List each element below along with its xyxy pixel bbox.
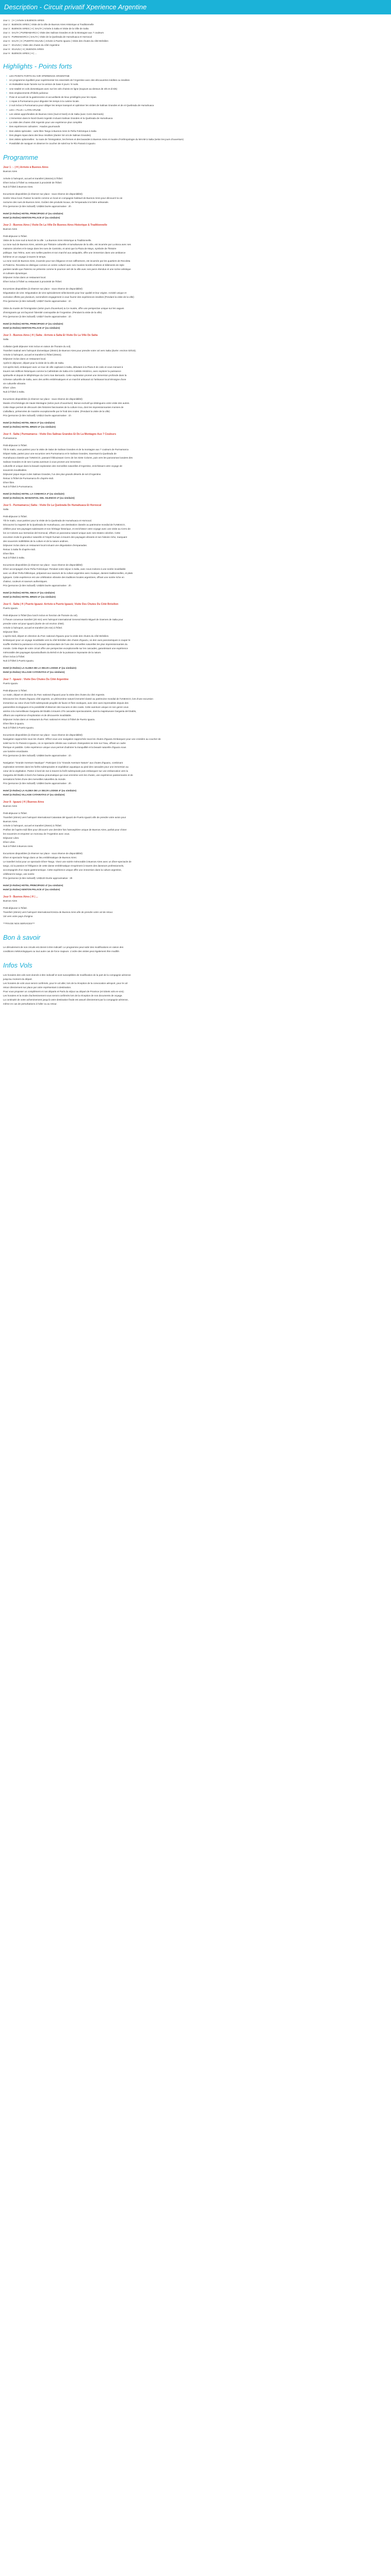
day-line: Llullaillaco, préservées de manière exceptionnelle par le froid des Andes. (Pendant la visite de la ville) xyxy=(3,410,110,413)
day-title: Jour 5 - Purmamarca | Salta : Visite De La Quebrada De Humahuaca Et Hornocal xyxy=(3,504,102,507)
day-line: politique. San Telmo, avec ses ruelles pavées et son marché aux antiquités, offre une immersion dans une ambiance xyxy=(3,251,126,255)
day-line: ***FIN DE NOS SERVICES*** xyxy=(3,922,35,925)
day-line: Dîner: Libre. xyxy=(3,386,17,389)
hotel-line: Hotel (4 étoiles) KENTON PALACE 4* (ou similaire) xyxy=(3,888,60,891)
day-line: Prix (personne (à titre indicatif): US$55 Durée approximative : 2h xyxy=(3,205,71,208)
day-title: Jour 9 - Buenos Aires | H | ... xyxy=(3,895,38,899)
day-line: féerique et paisible. Cette expérience unique vous permet d'admirer la tranquillité et la beauté naturelle d'Iguazu sous xyxy=(3,746,126,749)
day-location: Salta xyxy=(3,338,9,341)
day-line: sensations fortes d'une des merveilles naturelles du monde. xyxy=(3,778,66,781)
day-line: Arrivée à l'aéroport, accueil et transfert (25 min) à l'hôtel. xyxy=(3,626,63,630)
infos-vols-title: Infos Vols xyxy=(3,961,32,970)
hotel-line: Hotel (4 étoiles) HOTEL BRIZO 4* (ou similaire) xyxy=(3,426,56,429)
day-line: immersive au cœur d'une forêt subtropicale peuplée de faune et flore exotiques, avec des vues imprenables depuis des xyxy=(3,702,128,705)
highlight-item: • Des expériences culinaires : Asados gourmands xyxy=(9,125,388,129)
day-line: Nuit à l'hôtel à Puerto Iguazu. xyxy=(3,659,35,663)
day-line: Profitez de l'après-midi libre pour découvrir une dernière fois l'atmosphère unique de Buenos Aires, parfait pour chiner xyxy=(3,828,127,832)
day-line: Après le déjeuner, départ pour la visite de la ville de Salta. xyxy=(3,362,64,365)
day-line: culturelle et unique dans la beauté exploration des merveilles naturelles d'Argentine, enrichissant votre voyage de xyxy=(3,465,122,468)
day-line: Buenos Aires. xyxy=(3,820,18,823)
info-line: Les horaires de vols vous seront confirmés, pour le vol aller, lors de la réception de la convocation aéroport, pour le vol xyxy=(3,982,128,985)
day-line: Cet après-midi, embarquez avec un tour de ville captivant à Salta, débutant à la Plaza 9 de Julio et vous menant à xyxy=(3,366,123,369)
day-line: Navigation "Grande Aventure Nautique": Participez à la "Grande Aventure Nature" aux chutes d'Iguazu, combinant xyxy=(3,761,123,765)
highlight-item: • 1 repas à Purmamarca pour déguster les temps à la cuisine locale. xyxy=(9,99,388,104)
infos-vols-text xyxy=(0,973,391,1006)
day-line: exploration terrestre dans les forêts subtropicales et expédition aquatique au pied des cascades pour une immersion au xyxy=(3,766,129,769)
day-line: Musée d'Archéologie de Haute Montagne (selon jours d'ouverture): Bonus exclusif qui distinguera votre visite des autres. xyxy=(3,402,130,405)
day-location: Buenos Aires xyxy=(3,228,18,231)
highlight-item: • Des plages repas dans des lieux insolites (Zanter Sé ont de Salinas Grandes) xyxy=(9,133,388,138)
day-line: Nuit à l'hôtel à Puerto Iguazu. xyxy=(3,726,35,730)
bon-a-savoir-title: Bon à savoir xyxy=(3,934,41,942)
highlight-item: • et réalisables toute l'année sur la version de base 9 jours / 8 nuits. xyxy=(9,82,388,87)
day-title: Jour 2 - Buenos Aires | Visite De La Ville De Buenos Aires Historique & Traditionnelle xyxy=(3,224,107,227)
day-line: Nuit à l'hôtel à Salta. xyxy=(3,556,25,560)
day-line: Tôt le matin, vous partirez pour la visite de Salar de Salinas Grandes et de la montagne aux 7 couleurs de Purmamarca xyxy=(3,448,129,451)
bon-a-savoir-text xyxy=(0,945,391,954)
day-line: Prix (personne (à titre indicatif): US$25 Durée approximative : 2h xyxy=(3,584,71,587)
page xyxy=(0,0,391,1006)
hotel-line: Hotel (3 étoiles) LA ALDEA DE LA SELVA LODGE 4* (ou similaire) xyxy=(3,789,76,792)
day-line: Départ Salta, partez pour une excursion vers Purmamarca et le Salinas Grandes, traversant la Quebrada de xyxy=(3,452,117,455)
info-line: Le déroulement de nos circuits est donné à titre indicatif. Le programme peut subir des modifications en raison des xyxy=(3,946,124,949)
day-line: Vol vers votre pays d'origine. xyxy=(3,915,34,918)
highlight-item: • L'immersion dans le Nord-Ouest Argentin incluant Salinas Grandes et la Quebrada de Humahuaca xyxy=(9,116,388,121)
hotel-line: Hotel (3 étoiles) HOTEL PRINCIPADO 4* (ou similaire) xyxy=(3,884,63,887)
day-line: avec un dîner Peña folklorique, préparant aux saveurs de la culture argentine avec musique, danses traditionnelles, et plats xyxy=(3,572,133,575)
day-line: les souvenirs et emporter un morceau de l'Argentine avec vous. xyxy=(3,833,70,836)
day-line: Découvrez la majesté de la Quebrada de Humahuaca, une destination classée au patrimoine mondial de l'UNESCO, xyxy=(3,523,126,527)
day-line: La zone nord de Buenos Aires, incarnée pour son élégance et son raffinement, est incarnée par les quartiers de Recoleta xyxy=(3,260,131,263)
hotel-line: Hotel (4 étoiles) KENTON PALACE 4* (ou similaire) xyxy=(3,216,60,219)
day-line: Transfert matinal vers l'aéroport domestique (25min) de Buenos Aires pour prendre votre vol vers Salta (durée: environ 02h15). xyxy=(3,349,137,352)
hotel-line: Hotel (3 étoiles) HOTEL LA COMARCA 4* (ou similaire) xyxy=(3,493,64,496)
programme-title: Programme xyxy=(3,154,38,162)
highlight-item: • Des emplacements d'hôtels judicieux xyxy=(9,91,388,95)
day-line: Petit-déjeuner à l'hôtel. xyxy=(3,235,27,238)
hotel-line: Hotel (3 étoiles) HOTEL INKAI 3* (ou similaire) xyxy=(3,591,55,595)
day-location: Buenos Aires xyxy=(3,805,18,808)
highlight-item: • 2 nuit inclus à Purmamarca pour obliger les temps transport et optimiser les visites de Salinas Grandes et de et Quebrada de Humahuaca xyxy=(9,104,388,108)
highlight-item: • Pose et accueil de la gastronomie et accueillants de lieux privilégiés pour les repas. xyxy=(9,95,388,99)
day-line: Collation (petit déjeuner mini inclus en raison de l'horaire du vol). xyxy=(3,345,71,348)
day-line: À l'heure convenue transfert (20 min) vers l'aéroport International General Martín Miguel de Güemes de Salta pour xyxy=(3,618,123,621)
day-block xyxy=(3,602,388,674)
day-line: d'immigrants qui ont façonné l'identité cosmopolite de l'Argentine. (Pendant la visite de la ville) xyxy=(3,311,102,314)
highlight-item: • Possibilité de naviguer et observer le coucher de soleil sur le Río Paraná à Iguazu xyxy=(9,142,388,146)
day-block xyxy=(3,165,388,220)
itinerary-summary xyxy=(0,19,391,56)
day-line: Le transfert inclut pour un spectacle Dîner-Tango. Vivez une soirée mémorable à Buenos Aires avec un dîner-spectacle de xyxy=(3,860,132,863)
day-line: des souvenirs indélébiles de la culture et de la nature andines. xyxy=(3,540,69,543)
day-block xyxy=(3,800,388,892)
day-line: Déjeuner inclus dans un restaurant local. xyxy=(3,358,46,361)
info-line: jusqu'au moment du départ. xyxy=(3,978,32,981)
day-block xyxy=(3,895,388,926)
day-line: richesse culturelle de Salta, avec des arrêts emblématiques et un marché artisanal où l'artisanat local témoigne d'une xyxy=(3,378,126,381)
day-line: Dîner libre à Iguazu. xyxy=(3,722,25,725)
day-line: Arrivée à l'aéroport, accueil et transfert (45mins) à l'hôtel. xyxy=(3,177,63,180)
day-line: Déjeuner inclus dans un restaurant du Parc national et retour à l'hôtel de Puerto Iguazu. xyxy=(3,718,95,721)
day-line: Embarquez pour un voyage inoubliable vers la côté brésilien des chutes d'Iguazu, où des vues panoramiques à couper le xyxy=(3,639,131,642)
day-line: amène à la merveilleuse Garganta del Diablo à travers 275 cascades spectaculaires, dont la majestueuse Garganta del Diablo, xyxy=(3,710,137,713)
day-line: et Palermo. Recoleta se distingue comme un centre culturel avec ses musées bordés d'arbres et bâtiments de style xyxy=(3,264,124,267)
day-block xyxy=(3,333,388,429)
day-line: tango, où la passion et l'élégance de cette danse emblématique s'expriment à travers des danseurs professionnels, xyxy=(3,865,124,868)
summary-line: Jour 8 : IGUAZU | H | BUENOS AIRES xyxy=(3,48,44,50)
day-line: Dîner inclus à l'hôtel ou restaurant à proximité de l'hôtel. xyxy=(3,280,62,283)
day-line: Excursions disponibles (à réserver sur place - sous réserve de disponibilité): xyxy=(3,734,83,737)
day-line: Arrivée à l'aéroport, accueil et transfert à l'hôtel (30min). xyxy=(3,353,62,357)
hotel-line: Hotel (4 étoiles) EL MANANTIAL DEL SILENCIO 4* (ou similaire) xyxy=(3,497,75,500)
day-line: Transfert (45min) vers l'aéroport International Ezeiza de Buenos Aires afin de prendre votre vol de retour. xyxy=(3,911,113,914)
day-line: vie culturelle vibrante. xyxy=(3,382,26,385)
day-line: Dîner libre. xyxy=(3,481,15,484)
day-line: Dîner inclus à l'hôtel ou restaurant à proximité de l'hôtel. xyxy=(3,181,62,184)
day-line: souffle révèlent la puissance et la beauté spectaculaire de l'une des merveilles naturelles les plus impressionnantes du xyxy=(3,643,128,646)
day-block xyxy=(3,223,388,330)
highlight-item: • Les visites approfondies de Buenos Aires (Sud et Nord) et de Salta (avec Cerro Bermedo) xyxy=(9,112,388,116)
hotel-line: Hotel (3 étoiles) HOTEL PRINCIPADO 4* (ou similaire) xyxy=(3,323,63,326)
day-line: Excursions disponibles (à réserver sur place - sous réserve de disponibilité): xyxy=(3,193,83,196)
day-line: Dégustation de vins: Dégustation de vins spécialement sélectionnés pour leur qualité et leur origine. Activité unique et xyxy=(3,292,127,295)
day-line: Garganta del Diablo à bord d'un bateau pneumatique qui vous emmène vers les chutes, une expérience passionnante et de xyxy=(3,774,133,777)
day-line: Humahuaca classée par l'UNESCO, passant l'éblouissant Cerro de los Siete Colores, puis vers les panoramas lunaires des xyxy=(3,456,133,460)
summary-line: Jour 5 : PURMAMARCA | SALTA | Visite de la Quebrada de Humahuaca et Hornocal xyxy=(3,36,92,38)
day-line: Nuit à l'hôtel à Buenos Aires. xyxy=(3,185,34,189)
day-line: maisons colorées et le tango dans les rues de Caminito, et ainsi que la Plaza de Mayo, symbole de l'histoire xyxy=(3,247,117,250)
day-line: Dîner Libre. xyxy=(3,841,16,844)
day-line: Tôt le matin, vous partirez pour la Visite de la Quebrada de Humahuaca et Hornocal. xyxy=(3,519,92,522)
day-line: Salinas Grandes et de ses Cuesta aventure à vous promet une immersion xyxy=(3,461,81,464)
day-block xyxy=(3,677,388,797)
day-location: Puerto Iguazu xyxy=(3,682,18,685)
day-line: offrant une expérience d'exploration et de découverte inoubliable. xyxy=(3,714,72,717)
day-line: Déjeuner libre. xyxy=(3,631,19,634)
day-line: Dîner inclus à l'hôtel. xyxy=(3,655,25,658)
day-line: Petit-déjeuner à l'hôtel (box lunch inclus en fonction de l'horaire du vol). xyxy=(3,614,78,617)
day-line: Prix (personne (à titre indicatif): US$37 Durée approximative : 1h xyxy=(3,300,71,303)
day-line: Petit-déjeuner à l'hôtel. xyxy=(3,444,27,447)
day-line: parisien tandis que Palermo se présente comme le poumon vert de la ville avec ses parcs étendus et une scène artistique xyxy=(3,268,131,271)
day-line: Navigation rapprochée sous les chutes: Offrez-vous une navigation rapprochée sous les chutes d'Iguazu Embarquez pour une croisière au coucher de xyxy=(3,738,161,741)
day-line: Déjeuner Libre. xyxy=(3,837,20,840)
day-line: los 14 Colores aux Serranías del Hornocal, offrant un panorama naturel unique avec ses strates colorées. Cette xyxy=(3,532,121,535)
day-line: Dîner et spectacle Tango dans un lieu emblématique de Buenos Aires: xyxy=(3,856,77,859)
highlight-item: • LES POINTS FORTS DU GIR XPERIENCE ARGENTINE xyxy=(9,74,388,78)
highlights-title: Highlights - Points forts xyxy=(3,62,72,70)
day-block xyxy=(3,432,388,500)
day-line: travers ses édifices historiques comme la Cathédrale de Salta et le Cabildo Histórico, avec explorer la puissance xyxy=(3,370,121,373)
day-title: Jour 7 - Iguazú : Visite Des Chutes Du Côté Argentine xyxy=(3,678,69,682)
day-line: soleil sur le río Paraná à Iguazu, où ce spectacle céleste aux couleurs chatoyantes se mire sur l'eau, offrant un cadre xyxy=(3,742,126,745)
day-line: spirituelle et depuis le téléphérique du Cerro San Bernardo. Cette exploration promet une immersion profonde dans la xyxy=(3,374,127,377)
highlight-item: • Des visites spéciales : carte libre Tango à Buenos Aires le Peña Folclorique à Salta xyxy=(9,129,388,133)
summary-line: Jour 9 : BUENOS AIRES | H | ... xyxy=(3,52,37,55)
summary-line: Jour 6 : SALTA | H | PUERTO IGUAZU | Arrivée à Puerto Iguazu | Visite des chutes du côté Brésilien xyxy=(3,40,109,42)
day-line: Petit-déjeuner à l'hôtel. xyxy=(3,515,27,518)
day-line: La zone sud de Buenos Aires, animée par l'histoire culturelle et tumultueuse de la ville, est incarnée par La Boca avec ses xyxy=(3,243,131,246)
day-line: monde. Cette étape de votre circuit offre une perspective exceptionnelle sur les cascades, garantissant une expérience xyxy=(3,647,128,650)
day-line: Petit-déjeuner à l'hôtel. xyxy=(3,689,27,692)
highlights-list xyxy=(0,74,391,146)
day-title: Jour 1 : - | H | Arrivée à Buenos Aires xyxy=(3,166,48,170)
info-line: Les horaires et la mode d'acheminement vous seront confirmés lors de la réception de nos documents de voyage. xyxy=(3,994,123,997)
day-line: Découvrez les chutes d'Iguazu côté argentin, un phénomène naturel immortel classé au patrimoine mondial de l'UNESCO, lors d'une excursion xyxy=(3,698,153,701)
page-title: Description - Circuit privatif Xperience Argentine xyxy=(0,0,391,14)
day-title: Jour 3 - Buenos Aires | H | Salta : Arrivée à Salta Et Visite De La Ville De Salta xyxy=(3,334,98,337)
day-title: Jour 4 - Salta | Purmamarca : Visite Des Salinas Grandes Et De La Montagne Aux 7 Couleurs xyxy=(3,433,116,436)
day-line: Retour à l'hôtel de Purmamarca fin d'après-midi. xyxy=(3,477,54,480)
day-line: Prix (personne (à titre indicatif): US$27 Durée approximative : 1h xyxy=(3,315,71,318)
info-line: Pour vous proposer un complément et nos départs et Paris du séjour au départ de Province (et tickets vols en-ons). xyxy=(3,990,124,993)
day-line: Déjeuner inclus dans un restaurant local. xyxy=(3,276,46,279)
hotel-line: Hotel (3 étoiles) LA ALDEA DE LA SELVA LODGE 4* (ou similaire) xyxy=(3,667,76,670)
highlight-item: • Un programme équilibré pour expérimenter les essentiels de l'Argentine avec des découvertes inédites ou insolites xyxy=(9,78,388,82)
day-line: une lumière envoûtante. xyxy=(3,750,29,753)
day-line: Excursions disponibles (à réserver sur place - sous réserve de disponibilité): xyxy=(3,398,83,401)
day-block xyxy=(3,503,388,599)
highlight-item: • Des visites optionnelles : la route de l'immigration, les fermes et des lavandes à Buenos Aires et musée d'Anthropologie du MAAM à Salta (selon les jours d'ouverture) xyxy=(9,138,388,142)
day-line: Dîner libre. xyxy=(3,552,15,555)
highlight-item: • LES « PLUS » LATIN APLINE xyxy=(9,108,388,112)
summary-line: Jour 7 : IGUAZU | Visite des chutes du côté Argentine xyxy=(3,44,60,46)
day-line: Visite de la zone sud & Nord de la ville : La Buenos Aires Historique & Traditionnelle. xyxy=(3,239,92,242)
day-location: Buenos Aires xyxy=(3,170,18,173)
day-line: typiques. Cette expérience est une célébration vibrante des traditions locales argentines, offrant une soirée riche en xyxy=(3,576,124,579)
day-line: Prix (personne (à titre indicatif): US$120 Durée approximative : 3h xyxy=(3,877,73,880)
summary-line: Jour 1 : | H | Arrivée à BUENOS AIRES xyxy=(3,19,44,22)
day-title: Jour 8 - Iguazú | H | Buenos Aires xyxy=(3,801,44,804)
day-location: Buenos Aires xyxy=(3,900,18,903)
day-location: Salta xyxy=(3,508,9,511)
programme xyxy=(0,165,391,926)
day-line: Retour à Salta fin d'après-midi. xyxy=(3,548,36,551)
hotel-line: Hotel (4 étoiles) VILLAGE CATARATAS 4* (ou similaire) xyxy=(3,671,65,674)
day-line: Petit-déjeuner à l'hôtel. xyxy=(3,812,27,815)
day-line: Soirée Vieux local. Passez la soirée comme un local en compagnie habituel de Buenos Aires pour découvrir la vie xyxy=(3,197,123,200)
day-line: Excursions disponibles (à réserver sur place - sous réserve de disponibilité): xyxy=(3,852,83,855)
info-line: même en cas de perturbations à l'aller ou au retour. xyxy=(3,1003,57,1006)
day-line: accompagnés d'un repas gastronomique. Cette expérience unique offre une immersion dans la culture argentine, xyxy=(3,869,122,872)
day-line: Prix (personne (à titre indicatif): US$12 Durée approximative : 1h xyxy=(3,414,71,417)
day-line: Prix (personne (à titre indicatif): US$55 Durée approximative : 1h xyxy=(3,754,71,757)
day-line: chaleur, couleurs et saveurs authentiques. xyxy=(3,580,48,583)
day-line: Nuit à l'hôtel à Buenos Aires. xyxy=(3,845,34,848)
highlight-item: • Une totalité en vols domestiques avec sur les vols choisis en ligne (toujours au-dessus de 4/5 et di 5/5) xyxy=(9,87,388,91)
day-location: Puerto Iguazu xyxy=(3,607,18,610)
day-line: Petit-déjeuner à l'hôtel. xyxy=(3,907,27,910)
day-line: Excursions disponibles (à réserver sur place - sous réserve de disponibilité): xyxy=(3,287,83,291)
info-line: conditions météorologiques ou tout autre cas de force majeure. L'ordre des visites peut également être modifié. xyxy=(3,950,120,953)
day-line: nocturne des rues de Buenos Aires. Goûtez des produits locaux, de l'empanada à la bière artisanale. xyxy=(3,201,109,204)
day-line: exclusive offerte par plusieurs, sommeliers engagement à vous fournir des expériences insolites (Pendant la visite de la ville) xyxy=(3,296,134,299)
day-line: Arrivée à l'aéroport, accueil et transfert (25min) à l'hôtel. xyxy=(3,824,62,827)
day-line: célébrant le tango, une soirée xyxy=(3,873,35,876)
day-line: Visite du musée de l'immigration (selon jours d'ouverture) & Ce musée, offre une perspective unique sur les vagues xyxy=(3,307,124,310)
day-line: Dîner accompagné d'une Peña Folclorique: Pendant votre séjour à Salta, avec nous invitons à une soirée inoubliable xyxy=(3,568,126,571)
info-line: retour directement sur place par votre représentant à destination. xyxy=(3,986,72,989)
day-line: Déjeuner inclus dans un restaurant local incluant une dégustation d'empanadas. xyxy=(3,544,88,547)
day-line: Déjeuner pique-nique à des Salinas Grandes, l'un des plus grands déserts de sel d'Argentine. xyxy=(3,473,102,476)
highlight-item: • La visite des chutes côté Argentin pour une expérience plus complète xyxy=(9,121,388,125)
hotel-line: Hotel (4 étoiles) VILLAGE CATARATAS 4* (ou similaire) xyxy=(3,793,65,796)
day-line: Excursions disponibles (à réserver sur place - sous réserve de disponibilité): xyxy=(3,564,83,567)
day-line: célèbre pour ses paysages saisissants et son héritage historique, et enrichissez votre voyage avec une visite au Cerro de xyxy=(3,528,131,531)
day-line: L'après-midi, départ en direction du Parc national d'Iguazu pour la visite des chutes du côté Brésilien. xyxy=(3,635,109,638)
summary-line: Jour 4 : SALTA | PURMAMARCA | Visite des Salinas Grandes et de la Montagne aux 7 couleurs xyxy=(3,31,104,34)
day-line: Le matin, départ en direction du Parc national d'Iguazú pour la visite des chutes du côté Argentin. xyxy=(3,693,105,697)
summary-line: Jour 2 : BUENOS AIRES | Visite de la ville de Buenos Aires Historique & Traditionnelle xyxy=(3,23,94,26)
summary-line: Jour 3 : BUENOS AIRES | H | SALTA | Arrivée à Salta et Visite de la Ville de Salta xyxy=(3,27,89,30)
day-line: Prix (personne (à titre indicatif): US$94 Durée approximative : 2h xyxy=(3,782,71,785)
day-line: Nuit à l'hôtel à Salta. xyxy=(3,391,25,394)
info-line: La continuité de votre acheminement jusqu'à votre destination finale est assuré directement par la compagnie aérienne, xyxy=(3,998,128,1002)
day-line: prendre votre vol pour Iguazú (durée de vol environ 1h50). xyxy=(3,622,64,625)
hotel-line: Hotel (3 étoiles) HOTEL PRINCIPADO 4* (ou similaire) xyxy=(3,212,63,215)
day-line: bohème et un voyage à travers le temps. xyxy=(3,256,46,259)
day-location: Purmamarca xyxy=(3,437,17,440)
day-line: et culinaire dynamique. xyxy=(3,272,28,275)
day-line: Cette étape permet de découvrir des histoires fascinantes de la culture Inca, dont les impressionnantes momies de xyxy=(3,406,124,409)
info-line: Les horaires des vols sont donnés à titre indicatif et sont susceptibles de modification de la part de la compagnie aérienne xyxy=(3,974,131,977)
day-title: Jour 6 - Salta | H | Puerto Iguazú: Arrivée à Puerto Iguazú; Visite Des Chutes Du Côté Brésilien xyxy=(3,603,119,606)
day-line: mémorable des paysages époustouflants du Brésil et de la puissance imposante de la nature. xyxy=(3,651,102,654)
day-line: excursion invite le grandeur naturelle et l'esprit humain à travers des paysages vibrants et son histoire riche, marquant xyxy=(3,536,127,539)
hotel-line: Hotel (3 étoiles) HOTEL INKAI 3* (ou similaire) xyxy=(3,421,55,425)
day-line: cœur de la végétation. Partez à bord de 4x4 à travers la forêt subtropicale puis embarquez sur une embarcation vers la xyxy=(3,770,128,773)
day-line: souvenirs inoubliables. xyxy=(3,469,27,472)
day-line: Transfert (40min) vers l'aéroport International Cataratas del Iguazú de Puerto Iguazú afin de prendre votre avion pour xyxy=(3,816,126,819)
day-line: passerelles écologiques et la possibilité d'observer des toucans et des coatis. Cette aventure unique en son genre vous xyxy=(3,706,128,709)
hotel-line: Hotel (4 étoiles) HOTEL BRIZO 4* (ou similaire) xyxy=(3,596,56,599)
hotel-line: Hotel (4 étoiles) KENTON PALACE 4* (ou similaire) xyxy=(3,327,60,330)
day-line: Nuit à l'hôtel à Purmamarca. xyxy=(3,485,33,488)
